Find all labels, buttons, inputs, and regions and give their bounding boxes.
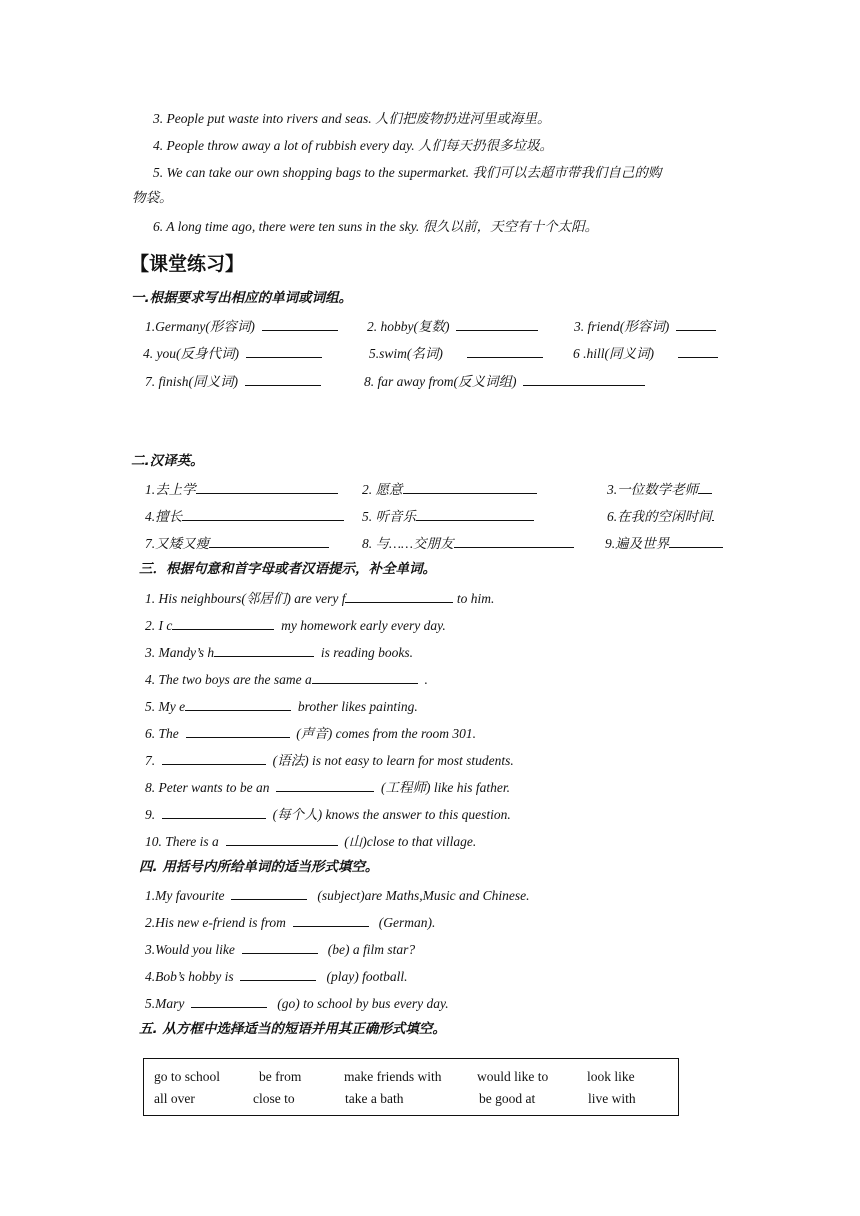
s3-item-2 bbox=[145, 615, 446, 635]
answer-blank[interactable] bbox=[454, 533, 574, 548]
s3-item-6 bbox=[145, 723, 476, 743]
answer-blank[interactable] bbox=[196, 479, 338, 494]
item-text: (subject)are Maths,Music and Chinese. bbox=[313, 888, 530, 903]
s3-item-7 bbox=[145, 750, 514, 770]
intro-sentence-4: 4. People throw away a lot of rubbish every day. 人们每天扔很多垃圾。 bbox=[153, 138, 553, 153]
phrase: all over bbox=[154, 1091, 195, 1106]
s1-item-6 bbox=[573, 343, 718, 363]
answer-blank[interactable] bbox=[172, 615, 274, 630]
phrase: go to school bbox=[154, 1069, 220, 1084]
s2-item-6-label: 6.在我的空闲时间 bbox=[607, 509, 712, 524]
item-text: 1.My favourite bbox=[145, 888, 228, 903]
s2-item-3-label: 3.一位数学老师 bbox=[607, 482, 699, 497]
s1-item-2 bbox=[367, 316, 538, 336]
s2-item-8 bbox=[362, 533, 574, 553]
s2-item-9-label: 9.遍及世界 bbox=[605, 536, 670, 551]
answer-blank[interactable] bbox=[186, 723, 290, 738]
answer-blank[interactable] bbox=[162, 750, 266, 765]
section5-title: 五. 从方框中选择适当的短语并用其正确形式填空。 bbox=[139, 1021, 446, 1037]
phrase: look like bbox=[587, 1069, 635, 1084]
s1-item-6-label: 6 .hill(同义词) bbox=[573, 346, 654, 361]
item-text: 2.His new e-friend is from bbox=[145, 915, 290, 930]
s4-item-1 bbox=[145, 885, 529, 905]
s2-item-8-label: 8. 与……交朋友 bbox=[362, 536, 454, 551]
answer-blank[interactable] bbox=[678, 343, 718, 358]
answer-blank[interactable] bbox=[676, 316, 716, 331]
s2-item-3 bbox=[607, 479, 712, 499]
item-text: 9. bbox=[145, 807, 159, 822]
answer-blank[interactable] bbox=[162, 804, 266, 819]
answer-blank[interactable] bbox=[403, 479, 537, 494]
s4-item-5 bbox=[145, 993, 449, 1013]
s4-item-3 bbox=[145, 939, 415, 959]
s3-item-8 bbox=[145, 777, 510, 797]
item-text: (语法) is not easy to learn for most students. bbox=[269, 753, 514, 768]
s2-item-7 bbox=[145, 533, 329, 553]
answer-blank[interactable] bbox=[523, 371, 645, 386]
answer-blank[interactable] bbox=[214, 642, 314, 657]
phrase: make friends with bbox=[344, 1069, 442, 1084]
answer-blank[interactable] bbox=[276, 777, 374, 792]
answer-blank[interactable] bbox=[669, 533, 723, 548]
s3-item-1 bbox=[145, 588, 494, 608]
item-text: 4.Bob’s hobby is bbox=[145, 969, 238, 984]
answer-blank[interactable] bbox=[182, 506, 344, 521]
item-text: 5. My e bbox=[145, 699, 186, 714]
section3-title: 三．根据句意和首字母或者汉语提示，补全单词。 bbox=[139, 561, 436, 577]
answer-blank[interactable] bbox=[231, 885, 307, 900]
item-text: (山)close to that village. bbox=[340, 834, 477, 849]
answer-blank[interactable] bbox=[191, 993, 267, 1008]
item-text: 7. bbox=[145, 753, 159, 768]
answer-blank[interactable] bbox=[185, 696, 291, 711]
s1-item-7 bbox=[145, 371, 321, 391]
answer-blank[interactable] bbox=[240, 966, 316, 981]
s3-item-5 bbox=[145, 696, 418, 716]
s1-item-1-label: 1.Germany(形容词) bbox=[145, 319, 255, 334]
s1-item-5-label: 5.swim(名词) bbox=[369, 346, 443, 361]
page-section-heading: 【课堂练习】 bbox=[130, 253, 245, 275]
item-text: . bbox=[421, 672, 428, 687]
item-text: 1. His neighbours(邻居们) are very f bbox=[145, 591, 346, 606]
answer-blank[interactable] bbox=[416, 506, 534, 521]
section1-title: 一.根据要求写出相应的单词或词组。 bbox=[131, 290, 353, 306]
answer-blank[interactable] bbox=[226, 831, 338, 846]
item-text: (声音) comes from the room 301. bbox=[292, 726, 476, 741]
phrase: would like to bbox=[477, 1069, 549, 1084]
s1-item-4 bbox=[143, 343, 322, 363]
answer-blank[interactable] bbox=[345, 588, 453, 603]
s4-item-4 bbox=[145, 966, 408, 986]
intro-sentence-5: 5. We can take our own shopping bags to the supermarket. 我们可以去超市带我们自己的购 bbox=[153, 165, 662, 180]
s4-item-2 bbox=[145, 912, 435, 932]
item-text: is reading books. bbox=[317, 645, 413, 660]
s2-item-1 bbox=[145, 479, 338, 499]
intro-sentence-6: 6. A long time ago, there were ten suns in the sky. 很久以前，天空有十个太阳。 bbox=[153, 219, 599, 234]
s1-item-5 bbox=[369, 343, 543, 363]
s1-item-8-label: 8. far away from(反义词组) bbox=[364, 374, 517, 389]
s2-item-7-label: 7.又矮又瘦 bbox=[145, 536, 210, 551]
s3-item-4 bbox=[145, 669, 428, 689]
answer-blank[interactable] bbox=[698, 479, 712, 494]
item-text: 5.Mary bbox=[145, 996, 188, 1011]
s2-item-5 bbox=[362, 506, 534, 526]
answer-blank[interactable] bbox=[293, 912, 369, 927]
item-text: (play) football. bbox=[323, 969, 408, 984]
s2-item-9 bbox=[605, 533, 723, 553]
answer-blank[interactable] bbox=[242, 939, 318, 954]
s3-item-3 bbox=[145, 642, 413, 662]
s1-item-3 bbox=[574, 316, 716, 336]
phrase: be from bbox=[259, 1069, 302, 1084]
answer-blank[interactable] bbox=[262, 316, 338, 331]
item-text: 2. I c bbox=[145, 618, 173, 633]
s2-item-2-label: 2. 愿意 bbox=[362, 482, 403, 497]
answer-blank[interactable] bbox=[312, 669, 418, 684]
item-text: my homework early every day. bbox=[277, 618, 446, 633]
s1-item-3-label: 3. friend(形容词) bbox=[574, 319, 670, 334]
phrase: live with bbox=[588, 1091, 636, 1106]
item-text: 8. Peter wants to be an bbox=[145, 780, 273, 795]
item-text: brother likes painting. bbox=[294, 699, 418, 714]
phrase: take a bath bbox=[345, 1091, 404, 1106]
answer-blank[interactable] bbox=[456, 316, 538, 331]
item-text: (工程师) like his father. bbox=[377, 780, 510, 795]
s2-item-4-label: 4.擅长 bbox=[145, 509, 183, 524]
intro-sentence-3: 3. People put waste into rivers and seas. 人们把废物扔进河里或海里。 bbox=[153, 111, 551, 126]
item-text: (go) to school by bus every day. bbox=[273, 996, 449, 1011]
item-text: (每个人) knows the answer to this question. bbox=[269, 807, 511, 822]
section2-title: 二.汉译英。 bbox=[131, 453, 204, 469]
s2-item-4 bbox=[145, 506, 344, 526]
intro-sentence-5-cont: 物袋。 bbox=[132, 190, 173, 205]
s3-item-9 bbox=[145, 804, 511, 824]
phrase: close to bbox=[253, 1091, 295, 1106]
s2-item-1-label: 1.去上学 bbox=[145, 482, 196, 497]
answer-blank[interactable] bbox=[246, 343, 322, 358]
item-text: (be) a film star? bbox=[324, 942, 416, 957]
s2-item-6 bbox=[607, 506, 714, 526]
answer-blank[interactable] bbox=[467, 343, 543, 358]
item-text: (German). bbox=[375, 915, 436, 930]
phrase-box bbox=[143, 1058, 679, 1116]
s1-item-4-label: 4. you(反身代词) bbox=[143, 346, 239, 361]
item-text: to him. bbox=[453, 591, 495, 606]
s1-item-2-label: 2. hobby(复数) bbox=[367, 319, 450, 334]
s2-item-2 bbox=[362, 479, 537, 499]
item-text: 10. There is a bbox=[145, 834, 223, 849]
s1-item-8 bbox=[364, 371, 645, 391]
phrase: be good at bbox=[479, 1091, 536, 1106]
answer-blank[interactable] bbox=[245, 371, 321, 386]
answer-blank[interactable] bbox=[209, 533, 329, 548]
item-text: 3.Would you like bbox=[145, 942, 239, 957]
s1-item-7-label: 7. finish(同义词) bbox=[145, 374, 238, 389]
s3-item-10 bbox=[145, 831, 476, 851]
section4-title: 四. 用括号内所给单词的适当形式填空。 bbox=[139, 859, 379, 875]
item-text: 3. Mandy’s h bbox=[145, 645, 215, 660]
s2-item-5-label: 5. 听音乐 bbox=[362, 509, 416, 524]
item-text: 6. The bbox=[145, 726, 183, 741]
answer-blank[interactable] bbox=[712, 506, 714, 521]
s1-item-1 bbox=[145, 316, 338, 336]
item-text: 4. The two boys are the same a bbox=[145, 672, 312, 687]
